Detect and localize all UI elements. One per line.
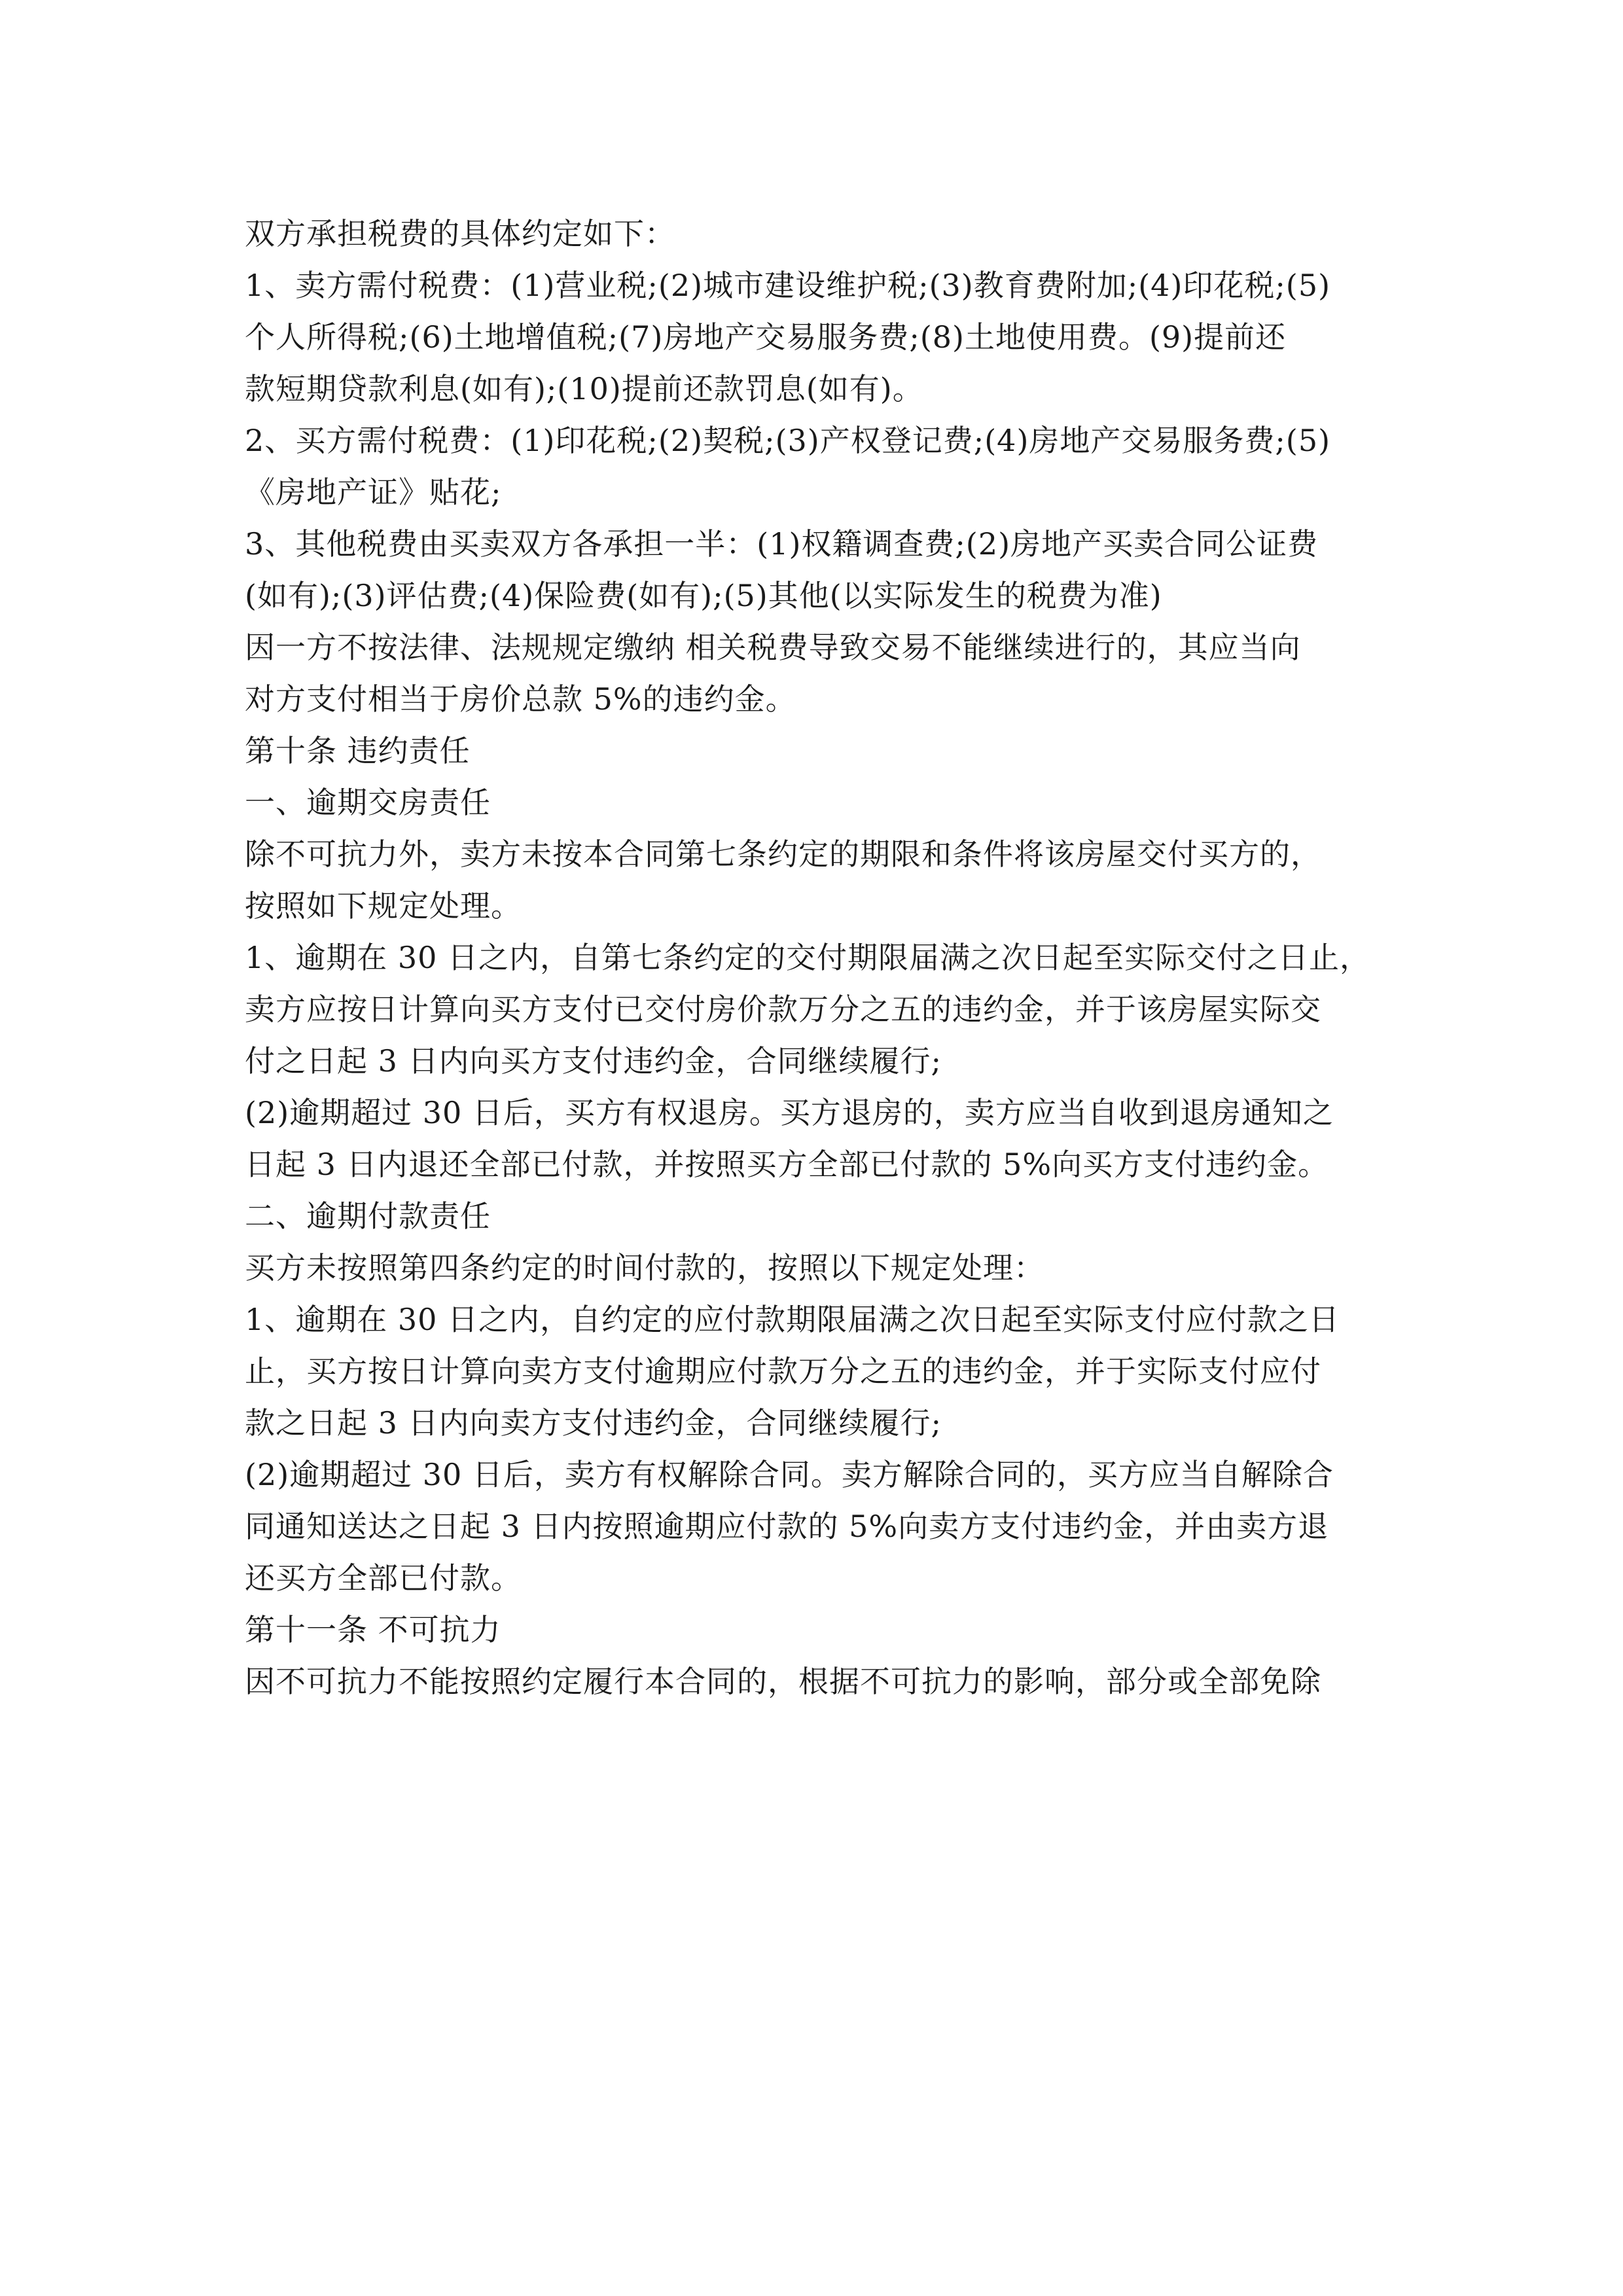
text-line: 因一方不按法律、法规规定缴纳 相关税费导致交易不能继续进行的，其应当向 bbox=[245, 630, 1301, 665]
text-line: 3、其他税费由买卖双方各承担一半：(1)权籍调查费;(2)房地产买卖合同公证费 bbox=[245, 526, 1319, 562]
text-line: 日起 3 日内退还全部已付款，并按照买方全部已付款的 5%向买方支付违约金。 bbox=[245, 1147, 1329, 1182]
text-line: (2)逾期超过 30 日后，卖方有权解除合同。卖方解除合同的，买方应当自解除合 bbox=[245, 1457, 1334, 1492]
text-line: 买方未按照第四条约定的时间付款的，按照以下规定处理： bbox=[245, 1250, 1044, 1285]
subsection-heading: 一、逾期交房责任 bbox=[245, 785, 491, 820]
text-line: 个人所得税;(6)土地增值税;(7)房地产交易服务费;(8)土地使用费。(9)提前还 bbox=[245, 319, 1287, 355]
text-line: 《房地产证》贴花; bbox=[245, 475, 502, 510]
text-line: 1、卖方需付税费：(1)营业税;(2)城市建设维护税;(3)教育费附加;(4)印花税;(5) bbox=[245, 268, 1331, 303]
text-line: 款短期贷款利息(如有);(10)提前还款罚息(如有)。 bbox=[245, 371, 923, 406]
text-line: 双方承担税费的具体约定如下： bbox=[245, 216, 675, 251]
text-line: 款之日起 3 日内向卖方支付违约金，合同继续履行; bbox=[245, 1405, 942, 1441]
text-line: (2)逾期超过 30 日后，买方有权退房。买方退房的，卖方应当自收到退房通知之 bbox=[245, 1095, 1334, 1130]
section-heading: 第十一条 不可抗力 bbox=[245, 1612, 501, 1647]
text-line: 对方支付相当于房价总款 5%的违约金。 bbox=[245, 681, 796, 717]
text-line: 付之日起 3 日内向买方支付违约金，合同继续履行; bbox=[245, 1043, 942, 1079]
text-line: 除不可抗力外，卖方未按本合同第七条约定的期限和条件将该房屋交付买方的， bbox=[245, 836, 1321, 872]
text-line: 还买方全部已付款。 bbox=[245, 1560, 522, 1596]
text-line: 因不可抗力不能按照约定履行本合同的，根据不可抗力的影响，部分或全部免除 bbox=[245, 1664, 1321, 1699]
contract-body-text bbox=[245, 208, 1381, 1708]
text-line: 止，买方按日计算向卖方支付逾期应付款万分之五的违约金，并于实际支付应付 bbox=[245, 1354, 1321, 1389]
text-line: 1、逾期在 30 日之内，自约定的应付款期限届满之次日起至实际支付应付款之日 bbox=[245, 1302, 1340, 1337]
text-line: 卖方应按日计算向买方支付已交付房价款万分之五的违约金，并于该房屋实际交 bbox=[245, 992, 1321, 1027]
text-line: 1、逾期在 30 日之内，自第七条约定的交付期限届满之次日起至实际交付之日止， bbox=[245, 940, 1371, 975]
text-line: 按照如下规定处理。 bbox=[245, 888, 522, 924]
subsection-heading: 二、逾期付款责任 bbox=[245, 1198, 491, 1234]
text-line: 2、买方需付税费：(1)印花税;(2)契税;(3)产权登记费;(4)房地产交易服务费;(5) bbox=[245, 423, 1331, 458]
text-line: (如有);(3)评估费;(4)保险费(如有);(5)其他(以实际发生的税费为准) bbox=[245, 578, 1162, 613]
section-heading: 第十条 违约责任 bbox=[245, 733, 471, 768]
text-line: 同通知送达之日起 3 日内按照逾期应付款的 5%向卖方支付违约金，并由卖方退 bbox=[245, 1509, 1329, 1544]
